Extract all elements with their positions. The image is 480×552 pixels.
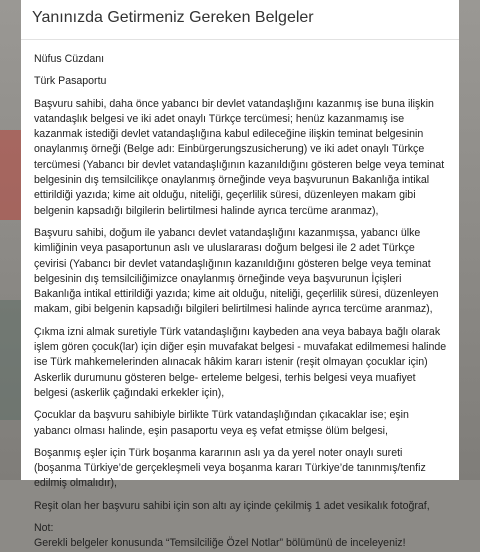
note-text: Gerekli belgeler konusunda “Temsilciliğe Özel Notlar” bölümünü de inceleyeniz! <box>34 537 406 550</box>
modal-header <box>21 0 459 40</box>
document-item: Nüfus Cüzdanı <box>34 53 105 65</box>
modal-title: Yanınızda Getirmeniz Gereken Belgeler <box>32 9 314 26</box>
document-item: Reşit olan her başvuru sahibi için son altı ay içinde çekilmiş 1 adet vesikalık fotoğraf, <box>34 499 430 512</box>
document-item: Çocuklar da başvuru sahibiyle birlikte Türk vatandaşlığından çıkacaklar ise; eşin yabancı olması halinde, eşin pasaportu veya eş vefat etmişse ölüm belgesi, <box>34 409 409 437</box>
document-item: Türk Pasaportu <box>34 75 107 88</box>
document-item: Çıkma izni almak suretiyle Türk vatandaşlığını kaybeden ana veya babaya bağlı olarak işlem gören çocuk(lar) için diğer eşin muvafakat belgesi - muvafakat edilmemesi halinde ise Türk mahkemelerinden alınacak hâkim kararı istenir (reşit olmayan çocuklar için) Askerlik durumunu gösteren belge- erteleme belgesi, terhis belgesi veya muafiyet belgesi (askerlik çağındaki erkekler için), <box>34 325 447 399</box>
document-item: Boşanmış eşler için Türk boşanma kararının aslı ya da yerel noter onaylı sureti (boşanma Türkiye’de gerçekleşmeli veya boşanma kararı Türkiye’de tanınmış/tenfiz edilmiş olmalıdır), <box>34 446 426 490</box>
document-item: Başvuru sahibi, doğum ile yabancı devlet vatandaşlığını kazanmışsa, yabancı ülke kimliğinin veya pasaportunun aslı ve uluslararası doğum belgesi ile 2 adet Türkçe çevirisi (Yabancı bir devlet vatandaşlığının kazanıldığını gösteren belge veya teminat belgesinin dış temsilciliğimizce onaylanmış örneğinde veya başvurunun İçişleri Bakanlığa intikal ettirildiği yazıda; kime ait olduğu, niteliği, geçerlilik süresi, düzenleyen makam, gibi belgenin kapsadığı bilgileri belirtilmesi halinde ayrıca tercüme aranmaz), <box>34 226 439 316</box>
background-image-fragment <box>0 300 22 420</box>
modal-body[interactable] <box>21 40 459 552</box>
background-image-fragment <box>0 130 22 220</box>
note-label: Not: <box>34 522 54 535</box>
documents-modal <box>21 0 459 550</box>
document-item: Başvuru sahibi, daha önce yabancı bir devlet vatandaşlığını kazanmış ise buna ilişkin vatandaşlık belgesi ve iki adet onaylı Türkçe tercümesi; henüz kazanmamış ise kazanmak istediği devlet vatandaşlığına kabul edileceğine ilişkin teminat belgesinin onaylanmış örneği (Belge adı: Einbürgerungszusicherung) ve iki adet onaylı Türkçe tercümesi (Yabancı bir devlet vatandaşlığının kazanıldığını gösteren belge veya teminat belgesinin dış temsilcilikçe onaylanmış örneğinde veya başvurunun Bakanlığa intikal ettirildiği yazıda; kime ait olduğu, niteliği, geçerlilik süresi, düzenleyen makam gibi belgenin kapsadığı bilgilerin belirtilmesi halinde ayrıca tercüme aranmaz), <box>34 97 445 217</box>
